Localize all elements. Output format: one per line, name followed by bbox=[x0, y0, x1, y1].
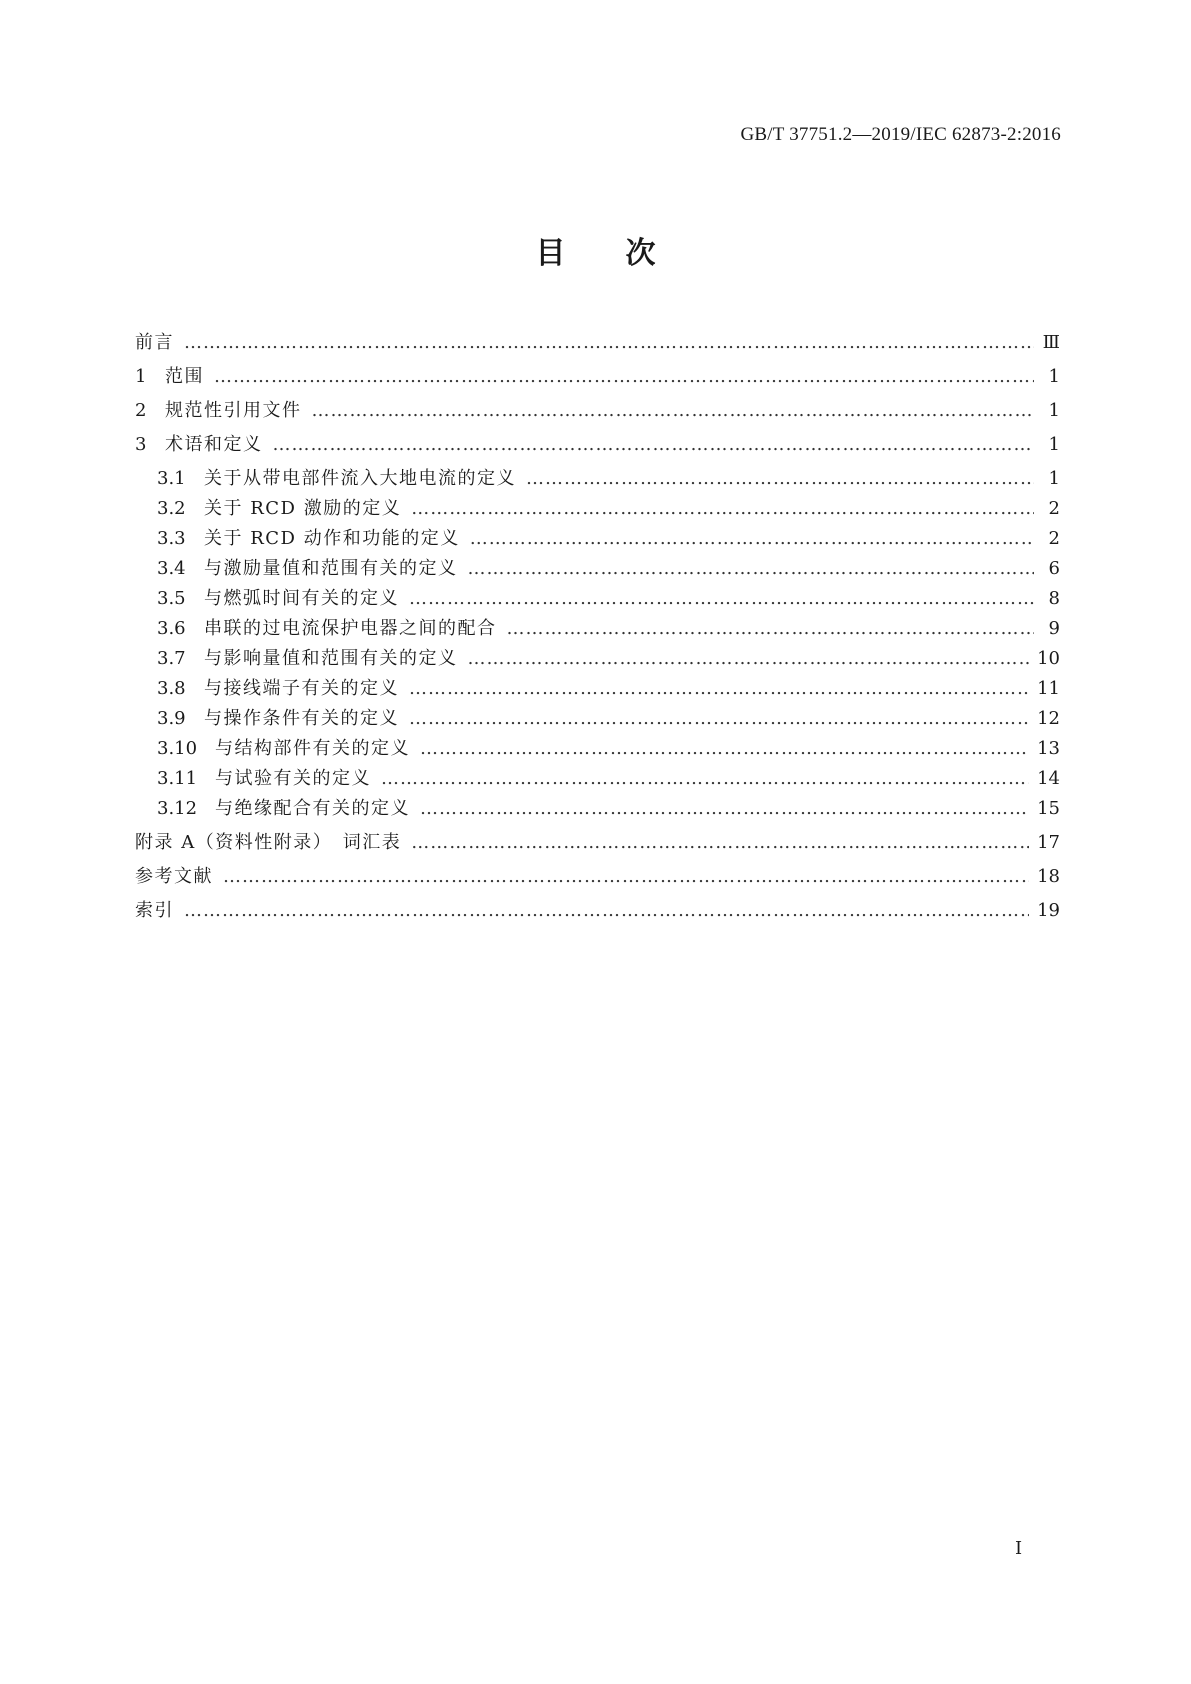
standard-id: GB/T 37751.2—2019/IEC 62873-2:2016 bbox=[740, 124, 1061, 145]
toc-label: 与燃弧时间有关的定义 bbox=[204, 588, 399, 609]
toc-leader-dots bbox=[411, 498, 1034, 519]
toc-leader-dots bbox=[468, 648, 1030, 669]
toc-label: 与激励量值和范围有关的定义 bbox=[204, 558, 458, 579]
toc-label: 索引 bbox=[135, 900, 174, 921]
toc-leader-dots bbox=[420, 738, 1029, 759]
toc-leader-dots bbox=[526, 468, 1034, 489]
toc-page: 9 bbox=[1048, 618, 1060, 639]
toc-label: 规范性引用文件 bbox=[165, 400, 302, 421]
toc-leader-dots bbox=[381, 768, 1029, 789]
toc-page: 11 bbox=[1037, 678, 1060, 699]
toc-number: 3.9 bbox=[157, 708, 186, 729]
toc-entry-3-4[interactable] bbox=[157, 554, 1060, 580]
toc-leader-dots bbox=[409, 678, 1029, 699]
toc-number: 3.1 bbox=[157, 468, 186, 489]
toc-label: 与试验有关的定义 bbox=[215, 768, 371, 789]
toc-label: 与结构部件有关的定义 bbox=[215, 738, 410, 759]
toc-label: 关于 RCD 激励的定义 bbox=[204, 498, 402, 519]
toc-page: 6 bbox=[1048, 558, 1060, 579]
toc-number: 3.5 bbox=[157, 588, 186, 609]
toc-label: 与接线端子有关的定义 bbox=[204, 678, 399, 699]
toc-number: 3.10 bbox=[157, 738, 198, 759]
toc-leader-dots bbox=[312, 400, 1035, 421]
toc-label: 前言 bbox=[135, 332, 174, 353]
toc-entry-annex-a[interactable] bbox=[135, 828, 1060, 854]
toc-entry-2[interactable] bbox=[135, 396, 1060, 422]
toc-leader-dots bbox=[273, 434, 1035, 455]
toc-entry-3-5[interactable] bbox=[157, 584, 1060, 610]
toc-leader-dots bbox=[184, 900, 1029, 921]
toc-entry-index[interactable] bbox=[135, 896, 1060, 922]
toc-entry-3-10[interactable] bbox=[157, 734, 1060, 760]
toc-page: 8 bbox=[1048, 588, 1060, 609]
toc-leader-dots bbox=[411, 832, 1029, 853]
toc-entry-3-9[interactable] bbox=[157, 704, 1060, 730]
toc-entry-1[interactable] bbox=[135, 362, 1060, 388]
toc-number: 3.4 bbox=[157, 558, 186, 579]
toc-entry-3[interactable] bbox=[135, 430, 1060, 456]
toc-number: 3.12 bbox=[157, 798, 198, 819]
toc-number: 3.7 bbox=[157, 648, 186, 669]
toc-label: 关于从带电部件流入大地电流的定义 bbox=[204, 468, 516, 489]
toc-entry-preface[interactable] bbox=[135, 328, 1060, 354]
toc-number: 3.6 bbox=[157, 618, 186, 639]
page-title: 目次 bbox=[535, 236, 716, 271]
toc-entry-3-8[interactable] bbox=[157, 674, 1060, 700]
toc-leader-dots bbox=[470, 528, 1034, 549]
toc-leader-dots bbox=[223, 866, 1029, 887]
toc-page: 18 bbox=[1037, 866, 1060, 887]
toc-number: 3.11 bbox=[157, 768, 198, 789]
page-number: I bbox=[1015, 1538, 1023, 1559]
toc-page: 15 bbox=[1037, 798, 1060, 819]
toc-leader-dots bbox=[468, 558, 1035, 579]
toc-label: 参考文献 bbox=[135, 866, 213, 887]
toc-page: 14 bbox=[1037, 768, 1060, 789]
toc-leader-dots bbox=[214, 366, 1034, 387]
toc-label: 关于 RCD 动作和功能的定义 bbox=[204, 528, 460, 549]
toc-label: 与绝缘配合有关的定义 bbox=[215, 798, 410, 819]
toc-page: Ⅲ bbox=[1042, 332, 1060, 353]
toc-page: 19 bbox=[1037, 900, 1060, 921]
toc-number: 3 bbox=[135, 434, 147, 455]
toc-number: 3.3 bbox=[157, 528, 186, 549]
toc-page: 2 bbox=[1048, 528, 1060, 549]
toc-entry-3-12[interactable] bbox=[157, 794, 1060, 820]
toc-page: 1 bbox=[1048, 366, 1060, 387]
toc-label: 术语和定义 bbox=[165, 434, 263, 455]
toc-number: 3.8 bbox=[157, 678, 186, 699]
toc-label: 附录 A（资料性附录） 词汇表 bbox=[135, 832, 402, 853]
toc-leader-dots bbox=[184, 332, 1034, 353]
toc-label: 范围 bbox=[165, 366, 204, 387]
standard-header bbox=[741, 124, 1061, 146]
toc-entry-3-3[interactable] bbox=[157, 524, 1060, 550]
toc-page: 1 bbox=[1048, 434, 1060, 455]
toc-page: 17 bbox=[1037, 832, 1060, 853]
toc-entry-3-7[interactable] bbox=[157, 644, 1060, 670]
toc-page: 10 bbox=[1037, 648, 1060, 669]
toc-leader-dots bbox=[409, 708, 1029, 729]
toc-number: 1 bbox=[135, 366, 147, 387]
toc-entry-3-2[interactable] bbox=[157, 494, 1060, 520]
toc-label: 与操作条件有关的定义 bbox=[204, 708, 399, 729]
toc-entry-3-11[interactable] bbox=[157, 764, 1060, 790]
toc-entry-bibliography[interactable] bbox=[135, 862, 1060, 888]
toc-leader-dots bbox=[409, 588, 1034, 609]
toc-page: 1 bbox=[1048, 468, 1060, 489]
toc-page: 13 bbox=[1037, 738, 1060, 759]
toc-leader-dots bbox=[420, 798, 1029, 819]
toc-entry-3-6[interactable] bbox=[157, 614, 1060, 640]
toc-entry-3-1[interactable] bbox=[157, 464, 1060, 490]
toc-number: 2 bbox=[135, 400, 147, 421]
toc-page: 1 bbox=[1048, 400, 1060, 421]
toc-label: 与影响量值和范围有关的定义 bbox=[204, 648, 458, 669]
toc-page: 2 bbox=[1048, 498, 1060, 519]
toc-number: 3.2 bbox=[157, 498, 186, 519]
toc-page: 12 bbox=[1037, 708, 1060, 729]
toc-leader-dots bbox=[507, 618, 1035, 639]
toc-label: 串联的过电流保护电器之间的配合 bbox=[204, 618, 497, 639]
